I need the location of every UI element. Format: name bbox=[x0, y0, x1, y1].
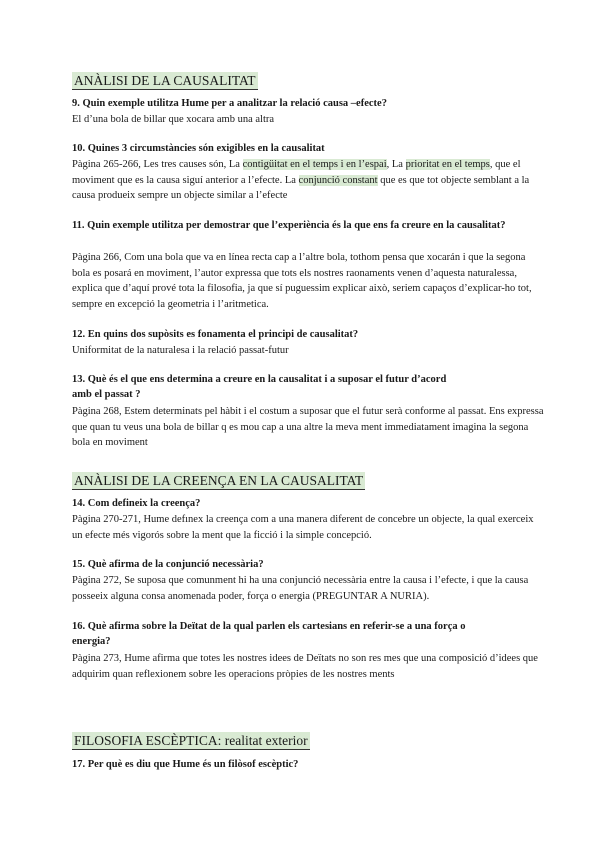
section-title: ANÀLISI DE LA CREENÇA EN LA CAUSALITAT bbox=[74, 473, 364, 488]
question-14: 14. Com defineix la creença? bbox=[72, 498, 201, 509]
question-11: 11. Quin exemple utilitza per demostrar que l’experiència és la que ens fa creure en la causalitat? bbox=[72, 220, 506, 231]
highlight-prioritat: prioritat en el temps bbox=[405, 159, 490, 170]
question-9: 9. Quin exemple utilitza Hume per a analitzar la relació causa –efecte? bbox=[72, 98, 387, 109]
question-16: 16. Què afirma sobre la Deïtat de la qual parlen els cartesians en referir-se a una força o energia? bbox=[72, 621, 466, 647]
section-title-main: FILOSOFIA ESCÈPTICA bbox=[74, 733, 218, 748]
section-title bbox=[72, 732, 310, 750]
section-heading-filosofia bbox=[72, 732, 544, 750]
highlight-conjuncio: conjunció constant bbox=[298, 174, 378, 186]
question-10: 10. Quines 3 circumstàncies són exigibles en la causalitat bbox=[72, 143, 325, 154]
section-title: ANÀLISI DE LA CAUSALITAT bbox=[74, 73, 256, 88]
answer-12: Uniformitat de la naturalesa i la relació passat-futur bbox=[72, 345, 289, 356]
highlight-contiguitat: contigüitat en el temps i en l’espai bbox=[242, 159, 387, 170]
section-heading-causalitat bbox=[72, 72, 544, 90]
question-17: 17. Per què es diu que Hume és un filòsof escèptic? bbox=[72, 759, 299, 770]
answer-10 bbox=[72, 157, 544, 204]
section-title-rest: : realitat exterior bbox=[217, 733, 308, 748]
answer-10-text: , que el moviment que es la causa siguí anterior a l’efecte. La bbox=[72, 159, 521, 186]
answer-13: Pàgina 268, Estem determinats pel hàbit i el costum a suposar que el futur serà conforme al passat. Ens expressa que quan tu veus una bola de billar q es mou cap a una altre la meva ment immediatament imagina la segona bola en moviment bbox=[72, 406, 544, 448]
question-15: 15. Què afirma de la conjunció necessària? bbox=[72, 559, 264, 570]
answer-16: Pàgina 273, Hume afirma que totes les nostres idees de Deïtats no son res mes que una composició d’idees que adquirim quan reflexionem sobre les operacions pròpies de les nostres ments bbox=[72, 653, 538, 680]
answer-15: Pàgina 272, Se suposa que comunment hi ha una conjunció necessària entre la causa i l’efecte, i que la causa posseeix alguna consa anomenada poder, força o energia (PREGUNTAR A NURIA). bbox=[72, 575, 529, 602]
answer-10-text: que es que tot objecte semblant a la causa produeix sempre un objecte similar a l’efecte bbox=[72, 174, 530, 201]
answer-11: Pàgina 266, Com una bola que va en línea recta cap a l’altre bola, tothom pensa que xocarán i que la segona bola es posará en moviment, l’autor expressa que tots els nostres raonaments venen d’aquesta naturalessa, explica que d’aquí prové tota la filosofia, ja que sí puguessim explicar això, seriem capaços d’explicar-ho tot, sempre en excepció la geometria i l’aritmetica. bbox=[72, 252, 532, 310]
answer-10-text: , La bbox=[386, 159, 406, 170]
answer-10-text: Pàgina 265-266, Les tres causes són, La bbox=[72, 159, 243, 170]
question-12: 12. En quins dos supòsits es fonamenta el principi de causalitat? bbox=[72, 329, 359, 340]
question-13: 13. Què és el que ens determina a creure en la causalitat i a suposar el futur d’acord amb el passat ? bbox=[72, 374, 447, 400]
answer-14: Pàgina 270-271, Hume defınex la creença com a una manera diferent de concebre un objecte, la qual exerceix un efecte més vigorós sobre la ment que la ficció i la simple concepció. bbox=[72, 514, 534, 541]
answer-9: El d’una bola de billar que xocara amb una altra bbox=[72, 114, 275, 125]
section-heading-creenca bbox=[72, 472, 544, 490]
